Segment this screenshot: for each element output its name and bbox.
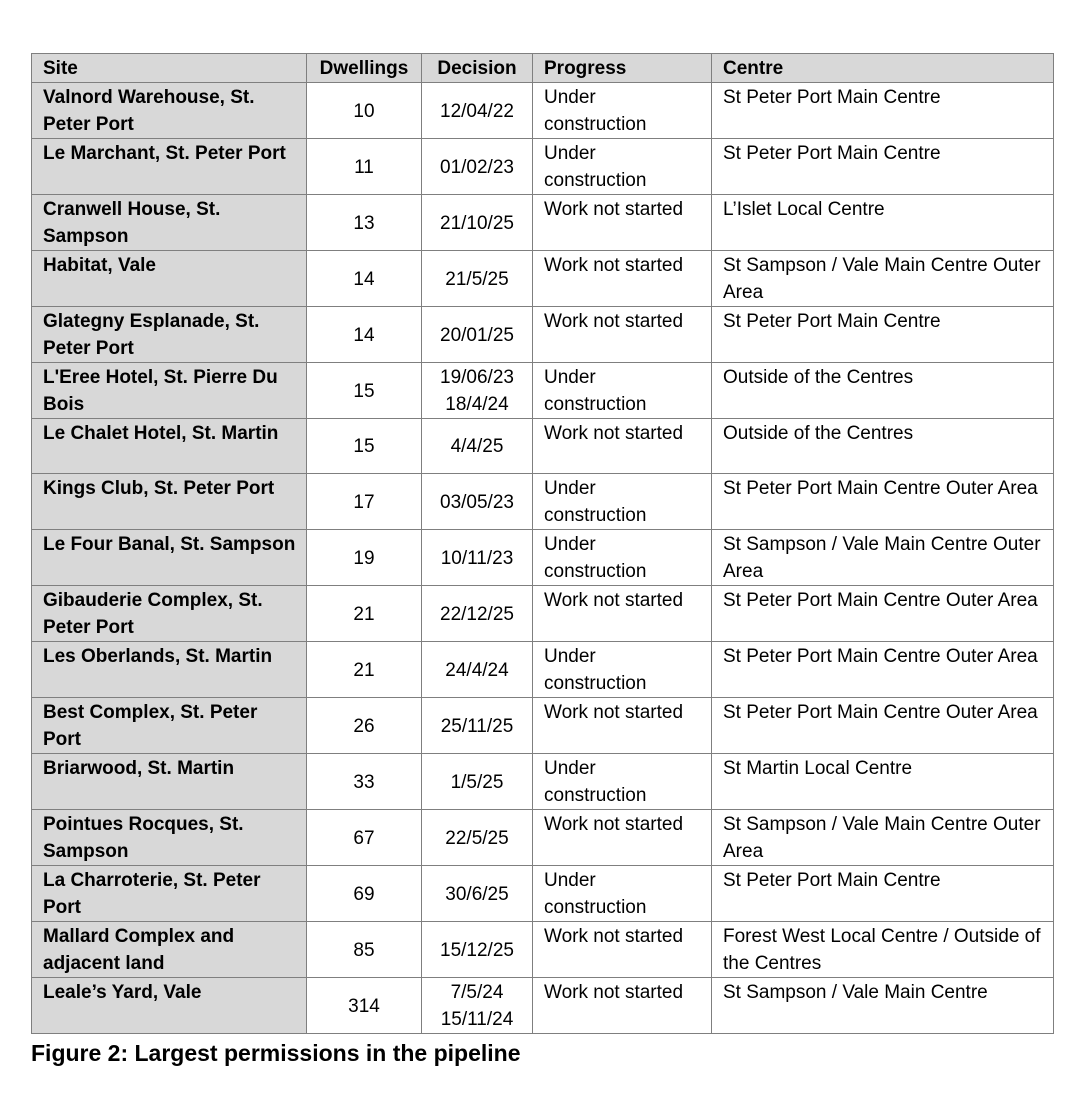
cell-decision xyxy=(422,530,533,586)
cell-dwellings: 21 xyxy=(307,642,422,698)
cell-dwellings: 21 xyxy=(307,586,422,642)
cell-dwellings: 33 xyxy=(307,754,422,810)
cell-decision xyxy=(422,586,533,642)
decision-date: 22/5/25 xyxy=(445,827,509,849)
cell-dwellings: 26 xyxy=(307,698,422,754)
cell-decision xyxy=(422,139,533,195)
cell-progress: Under construction xyxy=(533,530,712,586)
table-row xyxy=(32,474,1054,530)
cell-progress: Work not started xyxy=(533,810,712,866)
cell-decision xyxy=(422,363,533,419)
cell-centre: L’Islet Local Centre xyxy=(712,195,1054,251)
cell-site: Le Chalet Hotel, St. Martin xyxy=(32,419,307,474)
decision-date: 18/4/24 xyxy=(445,394,509,415)
cell-site: Gibauderie Complex, St. Peter Port xyxy=(32,586,307,642)
decision-date: 21/5/25 xyxy=(445,268,509,290)
cell-dwellings: 11 xyxy=(307,139,422,195)
decision-date: 21/10/25 xyxy=(440,212,514,234)
decision-date: 03/05/23 xyxy=(440,491,514,513)
table-header-row xyxy=(32,54,1054,83)
table-row xyxy=(32,195,1054,251)
cell-centre: St Peter Port Main Centre Outer Area xyxy=(712,474,1054,530)
header-site: Site xyxy=(32,54,307,83)
cell-decision xyxy=(422,251,533,307)
table-row xyxy=(32,922,1054,978)
cell-site: Cranwell House, St. Sampson xyxy=(32,195,307,251)
cell-centre: Outside of the Centres xyxy=(712,363,1054,419)
permissions-table xyxy=(31,53,1054,1034)
decision-date: 15/12/25 xyxy=(440,939,514,961)
cell-decision xyxy=(422,83,533,139)
cell-decision xyxy=(422,195,533,251)
cell-decision xyxy=(422,810,533,866)
cell-site: Leale’s Yard, Vale xyxy=(32,978,307,1034)
cell-site: Best Complex, St. Peter Port xyxy=(32,698,307,754)
decision-date: 7/5/24 xyxy=(450,982,504,1003)
table-row xyxy=(32,698,1054,754)
decision-date: 15/11/24 xyxy=(440,1009,514,1030)
table-row xyxy=(32,978,1054,1034)
table-row xyxy=(32,83,1054,139)
cell-decision xyxy=(422,698,533,754)
cell-progress: Work not started xyxy=(533,922,712,978)
cell-dwellings: 314 xyxy=(307,978,422,1034)
cell-centre: St Sampson / Vale Main Centre Outer Area xyxy=(712,530,1054,586)
cell-centre: St Sampson / Vale Main Centre xyxy=(712,978,1054,1034)
decision-date: 25/11/25 xyxy=(440,715,514,737)
cell-centre: Forest West Local Centre / Outside of the Centres xyxy=(712,922,1054,978)
cell-dwellings: 14 xyxy=(307,251,422,307)
cell-centre: St Peter Port Main Centre Outer Area xyxy=(712,586,1054,642)
cell-centre: St Peter Port Main Centre Outer Area xyxy=(712,642,1054,698)
cell-dwellings: 14 xyxy=(307,307,422,363)
decision-date: 24/4/24 xyxy=(445,659,509,681)
cell-site: Briarwood, St. Martin xyxy=(32,754,307,810)
cell-centre: Outside of the Centres xyxy=(712,419,1054,474)
decision-date: 01/02/23 xyxy=(440,156,514,178)
table-row xyxy=(32,251,1054,307)
decision-date: 12/04/22 xyxy=(440,100,514,122)
cell-progress: Under construction xyxy=(533,363,712,419)
cell-centre: St Martin Local Centre xyxy=(712,754,1054,810)
cell-centre: St Peter Port Main Centre xyxy=(712,866,1054,922)
cell-site: La Charroterie, St. Peter Port xyxy=(32,866,307,922)
cell-dwellings: 15 xyxy=(307,419,422,474)
cell-progress: Under construction xyxy=(533,139,712,195)
table-row xyxy=(32,363,1054,419)
cell-site: Glategny Esplanade, St. Peter Port xyxy=(32,307,307,363)
cell-dwellings: 85 xyxy=(307,922,422,978)
cell-progress: Under construction xyxy=(533,642,712,698)
cell-progress: Work not started xyxy=(533,698,712,754)
cell-progress: Work not started xyxy=(533,307,712,363)
decision-date: 4/4/25 xyxy=(450,436,504,457)
decision-date: 1/5/25 xyxy=(450,771,504,793)
table-row xyxy=(32,642,1054,698)
cell-progress: Work not started xyxy=(533,195,712,251)
cell-decision xyxy=(422,474,533,530)
cell-dwellings: 10 xyxy=(307,83,422,139)
cell-progress: Work not started xyxy=(533,586,712,642)
table-row xyxy=(32,139,1054,195)
cell-centre: St Peter Port Main Centre xyxy=(712,83,1054,139)
cell-dwellings: 13 xyxy=(307,195,422,251)
cell-site: Kings Club, St. Peter Port xyxy=(32,474,307,530)
decision-date: 19/06/23 xyxy=(440,367,514,388)
decision-date: 10/11/23 xyxy=(440,547,514,569)
cell-dwellings: 67 xyxy=(307,810,422,866)
cell-site: Pointues Rocques, St. Sampson xyxy=(32,810,307,866)
decision-date: 20/01/25 xyxy=(440,324,514,346)
cell-dwellings: 19 xyxy=(307,530,422,586)
document-page xyxy=(31,53,1053,1068)
cell-dwellings: 69 xyxy=(307,866,422,922)
header-decision: Decision xyxy=(422,54,533,83)
table-row xyxy=(32,754,1054,810)
header-dwellings: Dwellings xyxy=(307,54,422,83)
cell-progress: Work not started xyxy=(533,251,712,307)
cell-centre: St Peter Port Main Centre xyxy=(712,307,1054,363)
table-row xyxy=(32,530,1054,586)
cell-site: Le Marchant, St. Peter Port xyxy=(32,139,307,195)
cell-progress: Under construction xyxy=(533,474,712,530)
cell-site: Les Oberlands, St. Martin xyxy=(32,642,307,698)
cell-centre: St Sampson / Vale Main Centre Outer Area xyxy=(712,251,1054,307)
table-row xyxy=(32,586,1054,642)
figure-caption: Figure 2: Largest permissions in the pipeline xyxy=(31,1040,521,1066)
cell-site: Le Four Banal, St. Sampson xyxy=(32,530,307,586)
cell-decision xyxy=(422,754,533,810)
table-row xyxy=(32,307,1054,363)
cell-progress: Work not started xyxy=(533,419,712,474)
cell-site: L'Eree Hotel, St. Pierre Du Bois xyxy=(32,363,307,419)
header-progress: Progress xyxy=(533,54,712,83)
table-row xyxy=(32,810,1054,866)
table-row xyxy=(32,866,1054,922)
cell-progress: Under construction xyxy=(533,754,712,810)
cell-dwellings: 17 xyxy=(307,474,422,530)
cell-site: Habitat, Vale xyxy=(32,251,307,307)
decision-date: 30/6/25 xyxy=(445,883,509,905)
cell-centre: St Sampson / Vale Main Centre Outer Area xyxy=(712,810,1054,866)
cell-dwellings: 15 xyxy=(307,363,422,419)
cell-progress: Under construction xyxy=(533,866,712,922)
cell-centre: St Peter Port Main Centre Outer Area xyxy=(712,698,1054,754)
cell-decision xyxy=(422,307,533,363)
cell-progress: Under construction xyxy=(533,83,712,139)
cell-centre: St Peter Port Main Centre xyxy=(712,139,1054,195)
cell-progress: Work not started xyxy=(533,978,712,1034)
header-centre: Centre xyxy=(712,54,1054,83)
decision-date: 22/12/25 xyxy=(440,603,514,625)
cell-site: Valnord Warehouse, St. Peter Port xyxy=(32,83,307,139)
cell-decision xyxy=(422,642,533,698)
cell-decision xyxy=(422,866,533,922)
cell-site: Mallard Complex and adjacent land xyxy=(32,922,307,978)
cell-decision xyxy=(422,978,533,1034)
cell-decision xyxy=(422,922,533,978)
table-body xyxy=(32,83,1054,1034)
table-row xyxy=(32,419,1054,474)
cell-decision xyxy=(422,419,533,474)
